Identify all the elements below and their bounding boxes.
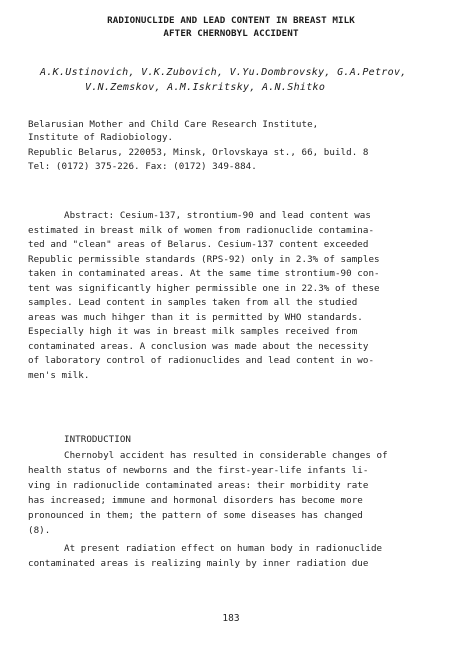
intro-line-2: health status of newborns and the first-year-life infants li-: [28, 465, 369, 476]
paper-title-line-1: RADIONUCLIDE AND LEAD CONTENT IN BREAST MILK: [107, 15, 355, 26]
abstract-line-4: Republic permissible standards (RPS-92) only in 2.3% of samples: [28, 254, 380, 265]
introduction-heading: INTRODUCTION: [64, 434, 131, 445]
abstract-line-8: areas was much hihger than it is permitted by WHO standards.: [28, 312, 363, 323]
abstract-line-11: of laboratory control of radionuclides and lead content in wo-: [28, 355, 375, 366]
affiliation-line-1: Belarusian Mother and Child Care Research Institute,: [28, 119, 319, 130]
intro-line-4: has increased; immune and hormonal disorders has become more: [28, 495, 363, 506]
authors-line-2: V.N.Zemskov, A.M.Iskritsky, A.N.Shitko: [85, 82, 326, 93]
abstract-line-2: estimated in breast milk of women from radionuclide contamina-: [28, 225, 375, 236]
abstract-line-7: samples. Lead content in samples taken from all the studied: [28, 297, 358, 308]
intro-line-1: Chernobyl accident has resulted in considerable changes of: [64, 450, 388, 461]
abstract-line-9: Especially high it was in breast milk samples received from: [28, 326, 358, 337]
intro-line-3: ving in radionuclide contaminated areas: their morbidity rate: [28, 480, 369, 491]
abstract-line-1: Abstract: Cesium-137, strontium-90 and lead content was: [64, 210, 371, 221]
intro-line-7: At present radiation effect on human body in radionuclide: [64, 543, 383, 554]
intro-line-8: contaminated areas is realizing mainly by inner radiation due: [28, 558, 369, 569]
intro-line-6: (8).: [28, 525, 51, 536]
affiliation-line-2: Institute of Radiobiology.: [28, 132, 174, 143]
abstract-line-3: ted and "clean" areas of Belarus. Cesium-137 content exceeded: [28, 239, 369, 250]
abstract-line-5: taken in contaminated areas. At the same time strontium-90 con-: [28, 268, 380, 279]
abstract-line-12: men's milk.: [28, 370, 90, 381]
abstract-line-6: tent was significantly higher permissible one in 22.3% of these: [28, 283, 380, 294]
affiliation-line-3: Republic Belarus, 220053, Minsk, Orlovskaya st., 66, build. 8: [28, 147, 369, 158]
page-number: 183: [222, 613, 240, 624]
affiliation-line-4: Tel: (0172) 375-226. Fax: (0172) 349-884.: [28, 161, 257, 172]
authors-line-1: A.K.Ustinovich, V.K.Zubovich, V.Yu.Dombrovsky, G.A.Petrov,: [40, 67, 407, 78]
abstract-line-10: contaminated areas. A conclusion was made about the necessity: [28, 341, 369, 352]
paper-title-line-2: AFTER CHERNOBYL ACCIDENT: [163, 28, 299, 39]
intro-line-5: pronounced in them; the pattern of some diseases has changed: [28, 510, 363, 521]
